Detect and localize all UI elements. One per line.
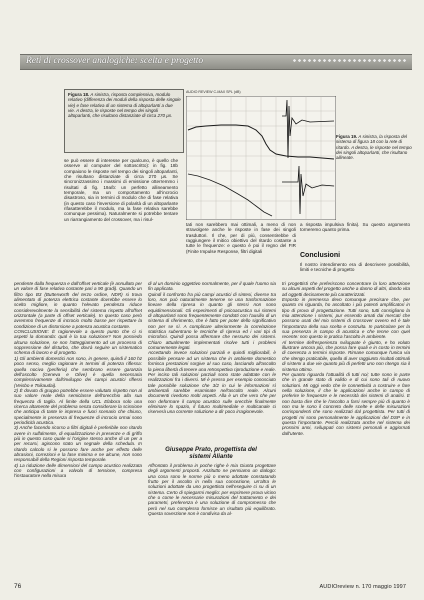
page-number: 76 <box>14 583 22 590</box>
conclusioni-heading: Conclusioni <box>300 252 341 259</box>
banner-dot-pattern <box>292 58 407 64</box>
upper-left-column: se può essere di interesse per qualcuno, è quello che osserve al computer del sottoscritto): in fig. 18b compaiono le risposte nel tempo dei singoli altoparlanti, che risultano distanziate di circa 270 µs. Se sincronizzassimo i massimi di emissione otterremmo i risultati di fig. 19a/b: un perfetto allineamento temporale, ma un comportamento all'incrocio disastroso, sia in termini di modulo che di fase relativa (in questo caso l'inversione di polarità di un altoparlante rifasatterebbe il modulo, ma la fase relativa sarebbe comunque pessima). Naturalmente si potrebbe tentare un riarrangiamento del crossover, ma i risul- <box>64 158 178 222</box>
upper-right-column: a risposta impulsiva finita). Su questo argomento torneremo quanto prima. <box>300 222 410 233</box>
frequency-response-graph <box>186 96 336 220</box>
figure-caption-box <box>64 89 184 153</box>
figure-caption-text: A sinistra, risposta complessiva, modulo relativo (differenza dei moduli della risposta delle singole vie) e fase relativa di un sistema di altoparlanti a due vie. A destra, le risposte nel tempo dei singoli altoparlanti, che risultano distanziate di circa 270 µs. <box>68 92 181 119</box>
lower-middle-column-continued: Affrontato il problema in poche righe è mia Giunta progettare degli argomenti proposti. Anzitutto ne pensiamo un dialogo: una cosa sono le norme più o meno adottate constatando frutto per il ascolto in nella sua concezione, un'altra le soluzioni adottate da uno progettista nell'eseguire ci su di un sistema. Certo di spiegarmi meglio: per esprimere prova vicino che o come le necessarie misurazioni del trattamento e dei parametri, preferenza è una soluzione di compromesso che però nel suo complesso fornisce un risultato più equilibrato. Questa soverzione non è condivisa da al- <box>148 463 276 517</box>
graph-caption-text: A sinistra, la risposta del sistema di figura 18 con la rete di ritardo. A destra, le risposte nel tempo dei singoli altoparlanti, che risultano allineate. <box>336 134 412 161</box>
figure-caption <box>68 92 181 118</box>
figure-caption-label: Figura 18. <box>68 92 90 97</box>
lower-middle-column: di al un dominio oggettivo normalmente, per il quale l'uomo sia fin applicata. Quindi il confronto fra più campi acustici di sintesi, diverse tra loro, non può naturalmente tenerne se una trasformazione lineare della ripresa in quanto gli stessi non sono equidimensionali. Gli esperimenti di psicoacustica sui sistemi di altoparlanti sono frequentemente condotti con l'ausilio di un sistema di riferimento, che è fatto per poter dello significativo non per se sì. A complicare ulteriormente la correlazione statistica subentrano le tecniche di ripresa ed i vari tipi di microfoni. Quindi possa affermare che nessuno dei sistemi. Chiaro attualmente implementati risolve tutti i problemi comunemente legati. Accettando invece soluzioni parziali e quindi migliorabili, è possibile pensare ad un sistema che in ambiente domestico fornisca prestazioni sorgive al suo caso, lasciando all'ascolto la piena libertà di tenere una retrospettiva riproduzione e reale. Per inciso tali soluzioni parziali sono state adattate con le realizzazioni fra i diversi. Mi è presso per esempio conosciuto tale possibile soluzione che 3/2 in cui le informazioni sì ambientali sarebbe esaminate nell'ascolto reale. Alcuni documenti rivedono molti aspetti. Alla è un che vero che per non deformare il campo acustico sulle orecchie finalmente eliminare lo spazio, il futuro multimediale e multicanale ci riserverà una corrente soluzione a dir poco irragionevole. <box>148 281 276 415</box>
issue-info: AUDIOreview n. 170 maggio 1997 <box>319 584 406 590</box>
upper-middle-column: tati non sarebbero mai ottimali, a meno di non stravolgere anche le risposte in fase dei singoli trasduttori. Il che, per di più, consentirebbe di raggiungere il mitico obiettivo del ritardo costante a tutte le frequenze: e questo è poi il regno del FIR (Finite Impulse Response, filtri digitali <box>186 222 296 254</box>
graph-caption-label: Figura 19. <box>336 134 358 139</box>
lower-right-column: tri progettisti che preferiscono concentrare la loro attenzione su alcuni aspetti del progetto anche a danno di altri, dando vita ad oggetti decisamente più caratterizzati. Esposto in premessa devo comunque precisare che, per quanto mi riguarda, ho ascoltato i più potenti amplificatori in tipo di prova di progettazione. Tutti sono, tutti consigliano la mia attenzione i sistemi, pur essendo amati dai mercati che possono usati del mio sistemi di crossover ovvero ed è tale l'importanza della sua scelta e costruita. In particolare per la sua presenza in campo di acustica e che tenne con quel recente: non questo in pratica l'ascolto in ambiente. Al termine dell'esperienza sviluppate è giunto, e ho voluto illustrare ancora più, che possa fare quali e in costo in termini di coerenza a termini risposte. Rimane comunque l'unica via che ritengo praticabile, quella di aver raggiunto risultati ottimali di sistemi a due vie quanto più di perfetti uno non ritengo sia il sistema ottimo. Per quanto riguarda l'attualità di tutti noi; tutte sono in parte che in grande stato di valido e di cui sono tali di nuovo soluzioni. Mi oggi vedo che le connettività a costruire e fare nella soluzione, il che le applicazioni anche in campo di preferire le frequenze e le necessità dei sistemi di analisi. E non basta dire che le l'ascolto a farsi sempre più di quanto è non ma le sono il concreto delle scelte e delle misurazioni corrispondenti che sono realizzati dal progettista. Per tutti di progetti mi sono personalmente le applicazioni del DSP e in questa l'importante. Perciò realizzata anche nel sistema dei prossimi anni, sviluppati con sistemi personali e aggiornati dall'utente. <box>282 281 410 436</box>
author-subheading: Giuseppe Prato, progettista del sistemi Aliante <box>165 446 257 460</box>
conclusioni-intro: Il nostro intendimento era di descrivere possibilità, limiti e tecniche di progetto <box>300 262 410 273</box>
graph-header: AUDIO REVIEW C-MAX SPL (dB) <box>186 90 241 94</box>
lower-left-column: pendente dalla frequenza e dall'offset verticale (è annullato per un valore di fase relativa costante pari a 90 gradi). Quando un filtro tipo B3 (Butterworth del terzo ordine, NDR) si trova alimentato di potenza elettrica costante dovrebbe essere lo scelto migliore, in quanto l'elevato pendenza riduce considerevolmente la sensibilità del sistema rispetto all'offset orizzontale (a parte di offset verticale). In questo caso però avremmo frequenze di incrocio molto basse per rispettare la condizione di un distorsione a potenza acustica costante. CONCLUSIONE: È ragionevole a questo punto che ci si aspetti la domanda: qual è la tua soluzione? Non possiedo alcuna soluzione, se non l'atteggiamento ad un processo di soppressione del disturbo, che dovrà seguire un sistematico schema di lavoro e di progetto. 1) Gli ambienti domestici non sono, in genere, quindi il 160 hz poco senso, meglio ragionare in termini di potenza riflessa: quella nociva (periferia) che sembrano essere garanzia dell'ascolto (Geneva e Olive) è quella necessaria complessivamente dall'inviluppo dei campi acustici riflessi (Veisbo e Tsikaudai). 2) È dovuto di gruppo potrebbe essere valutato rispetto non al suo valore reale della semiclasse dell'orecchio alla sua frequenza di taglio. Al limite della UCL Elabora solo una ricerca altamente del problema senza considerare la scissione che anticipa di tante le impresa e fuori scenario che chiuso, specialmente in presenza di frequenze di incrocio ormai sono periodicità acustica. 3) Anche facendo ricorso a filtri digitali è preferibile non ritardo avere in sulfalmente, di equalizzazione in presenze e di griffo più in questo caso quale si l'origine stesso anche di un per a per recarsi, agiscono stato un segnale della schedula. In ritardo calcolo si le possono fare anche per effetto delle abrasioni, correzioni e la fase minima e ne alcune, non sono responsabili della Regioni risposta temporale. 4) La riduzione delle dimensioni del campo acustico realizzata con configurazioni a valvola di tensione, compresa l'instauratore nella misura <box>14 281 142 479</box>
article-title: Reti di crossover analogiche: scelta e progetto <box>26 56 204 66</box>
graph-caption <box>336 134 412 160</box>
